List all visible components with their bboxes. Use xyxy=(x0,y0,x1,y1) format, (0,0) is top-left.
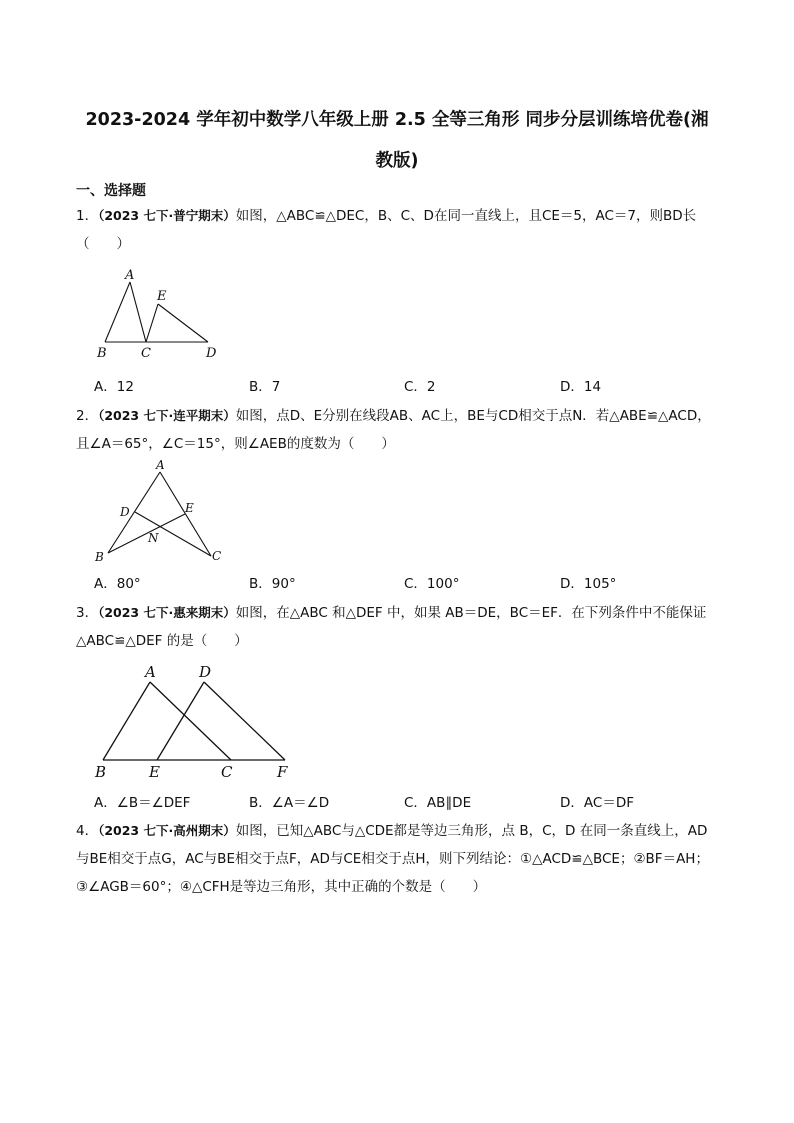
option-c[interactable]: C．2 xyxy=(404,379,436,395)
question-4 xyxy=(76,817,718,901)
section-heading: 一、选择题 xyxy=(76,183,146,199)
segment-ab xyxy=(105,282,130,342)
segment-df xyxy=(204,682,285,760)
label-d: D xyxy=(120,505,130,519)
label-b: B xyxy=(95,550,104,564)
label-c: C xyxy=(141,346,151,361)
label-b: B xyxy=(97,346,107,361)
label-a: A xyxy=(125,268,135,283)
option-c[interactable]: C．AB∥DE xyxy=(404,795,472,811)
question-text: 如图，点D、E分别在线段AB、AC上，BE与CD相交于点N．若△ABE≌△ACD，且∠A＝65°，∠C＝15°，则∠AEB的度数为（ ） xyxy=(76,408,711,452)
question-text: 如图，已知△ABC与△CDE都是等边三角形，点 B，C，D 在同一条直线上，AD与BE相交于点G，AC与BE相交于点F，AD与CE相交于点H，则下列结论：①△ACD≌△BCE；②BF＝AH；③∠AGB＝60°；④△CFH是等边三角形，其中正确的个数是（ ） xyxy=(76,823,709,895)
option-a[interactable]: A．∠B＝∠DEF xyxy=(94,795,191,811)
label-c: C xyxy=(212,549,222,563)
question-2 xyxy=(76,402,718,458)
option-b[interactable]: B．∠A＝∠D xyxy=(249,795,330,811)
label-d: D xyxy=(206,346,217,361)
segment-be xyxy=(108,514,185,553)
segment-ed xyxy=(158,304,208,342)
segment-ab xyxy=(103,682,150,760)
figure-q1 xyxy=(90,268,230,364)
question-number: 4． xyxy=(76,823,99,839)
option-a[interactable]: A．80° xyxy=(94,576,141,592)
title-line-1: 2023-2024 学年初中数学八年级上册 2.5 全等三角形 同步分层训练培优卷(湘 xyxy=(85,110,709,130)
segment-de xyxy=(157,682,204,760)
question-3 xyxy=(76,599,718,655)
label-c: C xyxy=(221,763,233,781)
label-n: N xyxy=(148,531,159,545)
label-a: A xyxy=(156,458,165,472)
figure-q3 xyxy=(88,660,303,784)
question-number: 2． xyxy=(76,408,99,424)
label-e: E xyxy=(149,763,160,781)
figure-q2 xyxy=(88,460,238,568)
question-source: （2023 七下·连平期末） xyxy=(98,408,236,423)
label-e: E xyxy=(157,289,167,304)
option-a[interactable]: A．12 xyxy=(94,379,134,395)
label-e: E xyxy=(185,501,194,515)
label-a: A xyxy=(145,663,156,681)
option-c[interactable]: C．100° xyxy=(404,576,460,592)
segment-ac xyxy=(150,682,231,760)
option-d[interactable]: D．AC＝DF xyxy=(560,795,634,811)
title-line-2: 教版) xyxy=(375,151,419,171)
question-1 xyxy=(76,202,718,258)
label-b: B xyxy=(95,763,107,781)
label-d: D xyxy=(199,663,212,681)
option-b[interactable]: B．7 xyxy=(249,379,281,395)
question-source: （2023 七下·普宁期末） xyxy=(98,208,236,223)
question-number: 1． xyxy=(76,208,99,224)
option-d[interactable]: D．14 xyxy=(560,379,602,395)
question-text: 如图，△ABC≌△DEC，B、C、D在同一直线上，且CE＝5，AC＝7，则BD长（ ） xyxy=(76,208,697,252)
option-d[interactable]: D．105° xyxy=(560,576,617,592)
segment-ce xyxy=(146,304,158,342)
question-source: （2023 七下·高州期末） xyxy=(98,823,236,838)
paper-title xyxy=(72,100,722,182)
question-text: 如图，在△ABC 和△DEF 中，如果 AB＝DE，BC＝EF．在下列条件中不能保证△ABC≌△DEF 的是（ ） xyxy=(76,605,707,649)
label-f: F xyxy=(277,763,288,781)
question-source: （2023 七下·惠来期末） xyxy=(98,605,236,620)
segment-ac xyxy=(130,282,146,342)
question-number: 3． xyxy=(76,605,99,621)
option-b[interactable]: B．90° xyxy=(249,576,296,592)
